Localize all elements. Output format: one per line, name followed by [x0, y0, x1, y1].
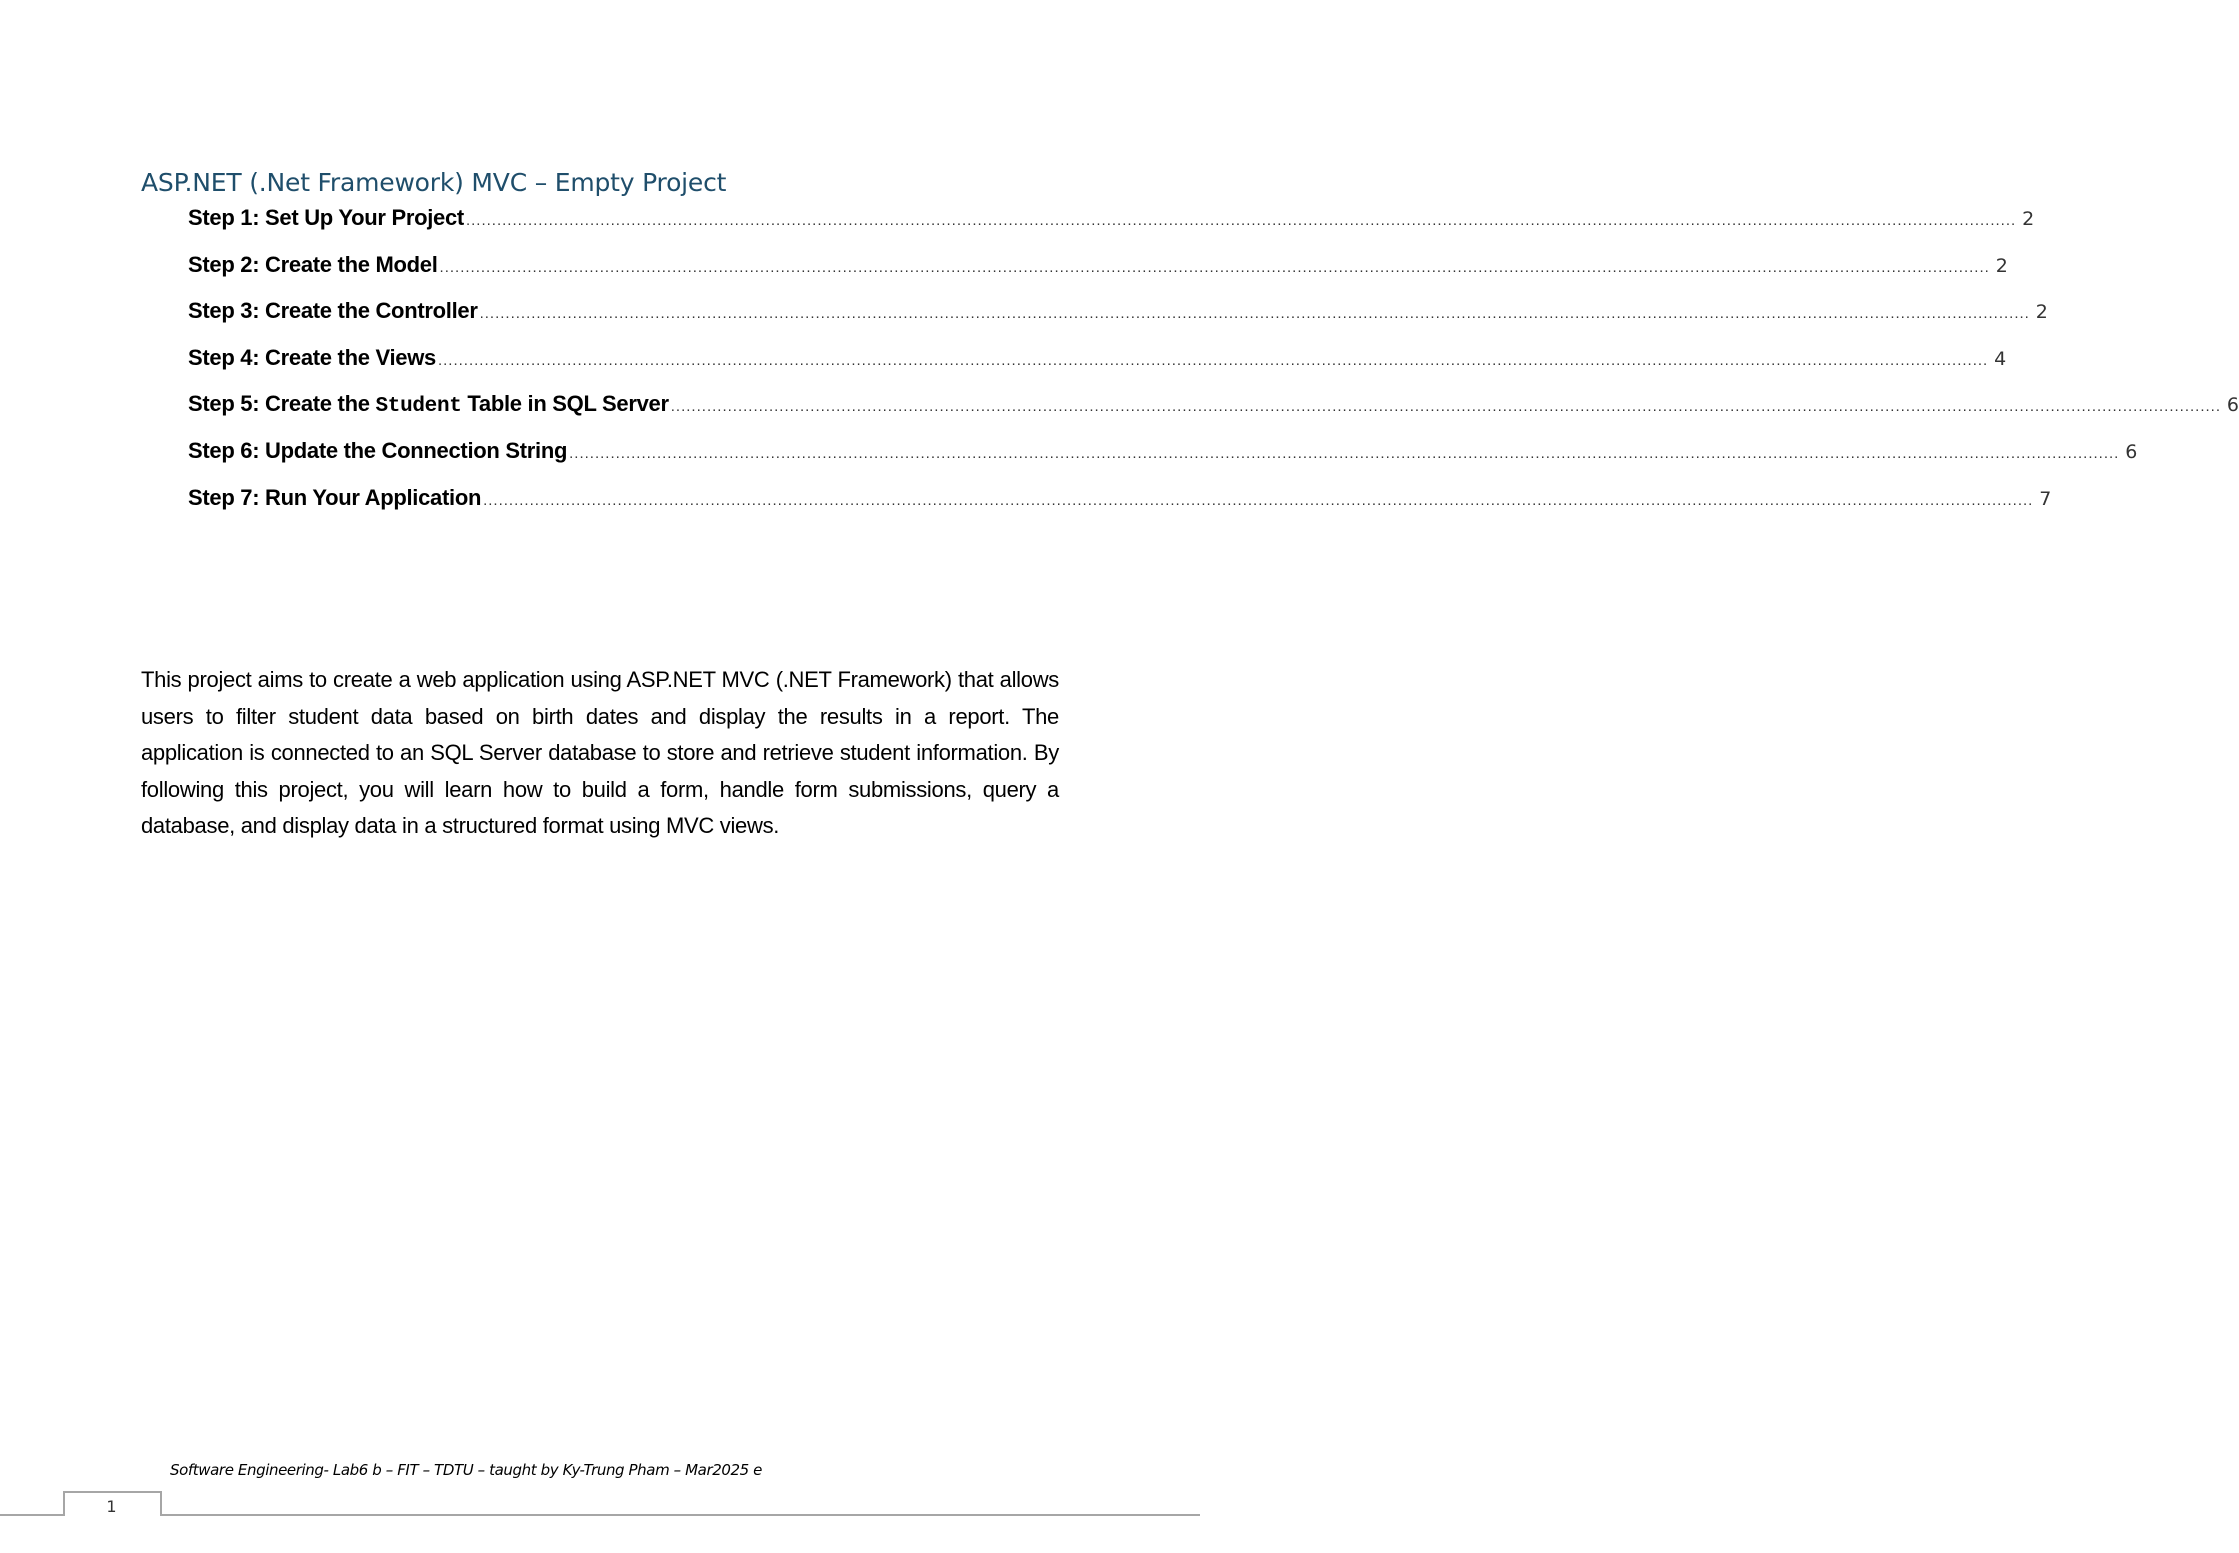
- toc-entry-label: [188, 391, 669, 418]
- toc-entry-step-1[interactable]: [188, 205, 2035, 252]
- toc-entry-page: 2: [2022, 208, 2035, 230]
- toc-label-code: Student: [375, 395, 462, 419]
- toc-entry-step-5[interactable]: [188, 391, 2239, 438]
- toc-dot-leader: ............................................................................................................................................................................................................................................................................................................: [479, 305, 2030, 323]
- toc-entry-page: 6: [2226, 394, 2239, 417]
- table-of-contents: [188, 205, 2239, 531]
- toc-entry-page: 2: [1995, 254, 2008, 277]
- toc-entry-label: Step 1: Set Up Your Project: [188, 205, 464, 230]
- toc-entry-step-2[interactable]: [188, 251, 2008, 299]
- toc-entry-step-6[interactable]: [188, 437, 2138, 485]
- toc-entry-step-3[interactable]: [188, 298, 2048, 345]
- toc-entry-label: Step 4: Create the Views: [188, 344, 436, 370]
- toc-entry-label: Step 3: Create the Controller: [188, 298, 478, 324]
- toc-entry-label: Step 6: Update the Connection String: [188, 437, 568, 463]
- toc-dot-leader: ............................................................................................................................................................................................................................................................................................................: [437, 351, 1989, 369]
- intro-paragraph: This project aims to create a web application using ASP.NET MVC (.NET Framework) that allows users to filter student data based on birth dates and display the results in a report. The application is connected to an SQL Server database to store and retrieve student information. By following this project, you will learn how to build a form, handle form submissions, query a database, and display data in a structured format using MVC views.: [141, 667, 1059, 838]
- page-number: 1: [106, 1497, 117, 1516]
- toc-entry-page: 4: [1994, 347, 2007, 370]
- toc-entry-page: 6: [2125, 440, 2138, 463]
- toc-heading: ASP.NET (.Net Framework) MVC – Empty Project: [141, 168, 727, 197]
- toc-dot-leader: ............................................................................................................................................................................................................................................................................................................: [569, 444, 2120, 462]
- toc-dot-leader: ............................................................................................................................................................................................................................................................................................................: [670, 398, 2222, 416]
- toc-entry-page: 2: [2035, 301, 2048, 324]
- toc-label-prefix: Step 5: Create the: [188, 391, 376, 417]
- toc-dot-leader: ............................................................................................................................................................................................................................................................................................................: [483, 491, 2034, 509]
- toc-entry-label: Step 2: Create the Model: [188, 251, 438, 277]
- toc-dot-leader: ............................................................................................................................................................................................................................................................................................................: [465, 212, 2017, 229]
- toc-entry-page: 7: [2039, 487, 2052, 510]
- toc-entry-step-7[interactable]: [188, 484, 2052, 532]
- toc-entry-label: Step 7: Run Your Application: [188, 484, 482, 510]
- toc-label-suffix: Table in SQL Server: [461, 391, 669, 417]
- footer-rule: [0, 1514, 1200, 1516]
- toc-entry-step-4[interactable]: [188, 344, 2007, 392]
- toc-dot-leader: ............................................................................................................................................................................................................................................................................................................: [439, 258, 1990, 276]
- footer-text: Software Engineering- Lab6 b – FIT – TDTU – taught by Ky-Trung Pham – Mar2025 e: [170, 1461, 762, 1479]
